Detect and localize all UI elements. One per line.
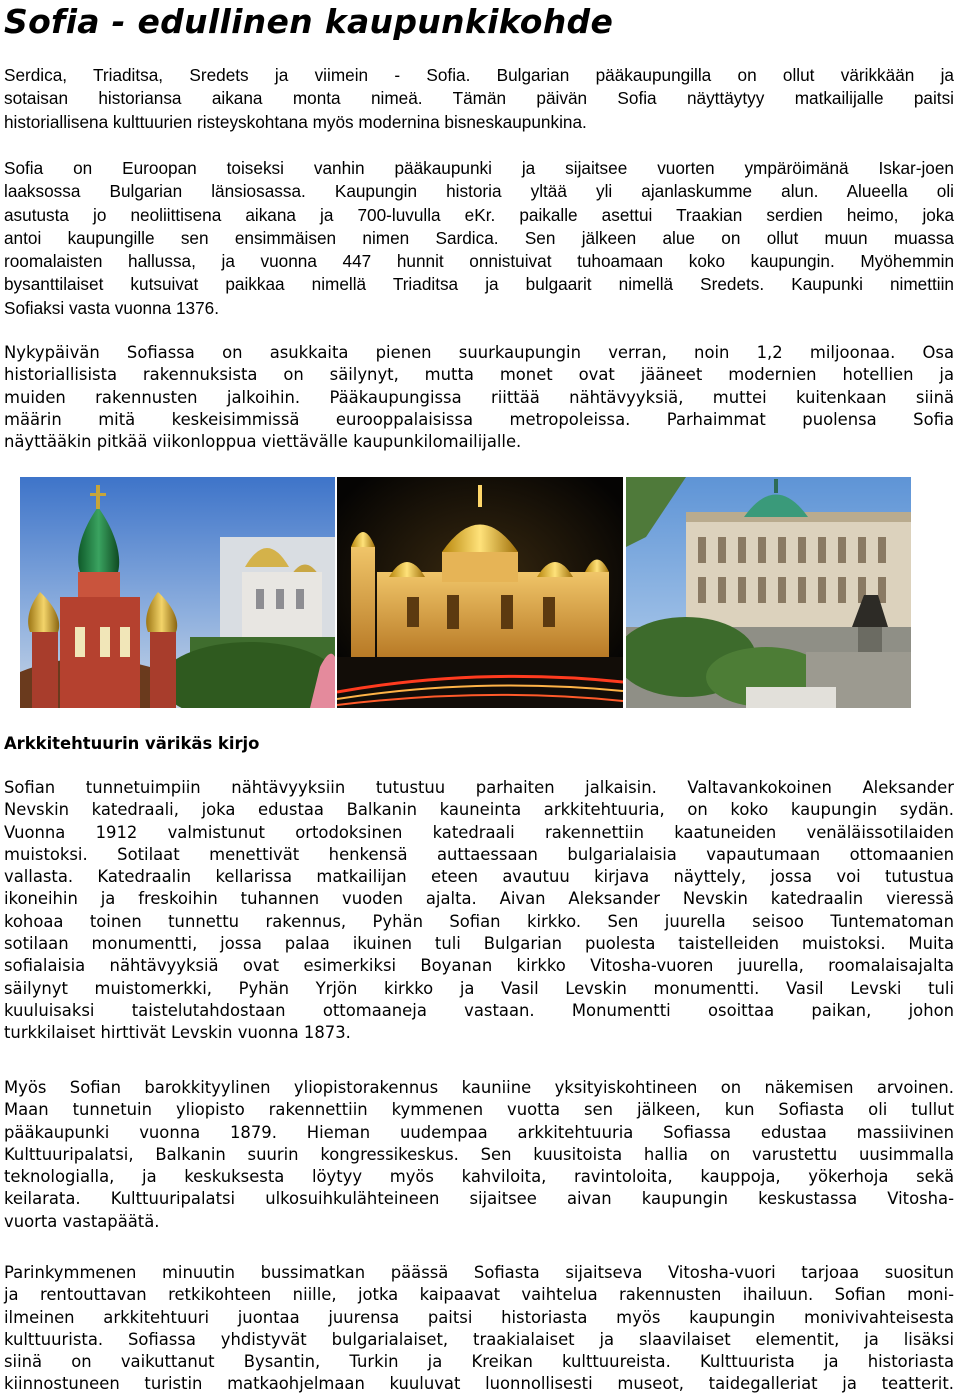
- text-line: laaksossa Bulgarian länsiosassa. Kaupungin historia yltää yli ajanlaskumme alun. Alueella oli: [4, 181, 954, 202]
- text-line: Serdica, Triaditsa, Sredets ja viimein - Sofia. Bulgarian pääkaupungilla on ollut värikkään ja: [4, 65, 954, 85]
- text-line: vuorta vastapäätä.: [4, 1211, 160, 1231]
- photo-cathedral-night: [337, 477, 623, 708]
- city-square-image: [626, 477, 911, 708]
- photo-city-square: [626, 477, 911, 708]
- text-line: kiinnostuneen turistin matkaohjelmaan kuuluvat luonnollisesti museot, taidegalleriat ja teatterit.: [4, 1374, 954, 1394]
- cathedral-night-image: [337, 477, 623, 708]
- page-title: Sofia - edullinen kaupunkikohde: [4, 2, 614, 41]
- text-line: kuuluisaksi taistelutahdostaan ottomaaneja vastaan. Monumentti osoittaa paikan, johon: [4, 1000, 954, 1020]
- text-line: ikoneihin ja freskoihin tuhannen vuoden ajalta. Aivan Aleksander Nevskin katedraalin vieressä: [4, 889, 954, 909]
- photo-onion-dome-church: [20, 477, 335, 708]
- vitosha-paragraph: [4, 1262, 954, 1396]
- text-line: Sofia on Euroopan toiseksi vanhin pääkaupunki ja sijaitsee vuorten ympäröimänä Iskar-joen: [4, 158, 954, 178]
- text-line: turkkilaiset hirttivät Levskin vuonna 1873.: [4, 1023, 351, 1043]
- text-line: sotilaan monumentti, jossa palaa ikuinen tuli Bulgarian puolesta taistelleiden muistoksi. Muita: [4, 934, 954, 954]
- text-line: määrin mitä keskeisimmissä eurooppalaisissa metropoleissa. Parhaimmat puolensa Sofia: [4, 409, 954, 429]
- text-line: keilarata. Kulttuuripalatsi ulkosuihkulähteineen sijaitsee aivan kaupungin keskustassa Vitosha-: [4, 1189, 954, 1209]
- text-line: asutusta jo neoliittisena aikana ja 700-luvulla eKr. paikalle asettui Traakian serdien heimo, joka: [4, 204, 954, 225]
- text-line: historiallisista rakennuksista on säilynyt, mutta monet ovat jääneet modernien hotellien ja: [4, 365, 954, 385]
- church-domes-image: [20, 477, 335, 708]
- history-paragraph: [4, 157, 954, 320]
- text-line: Maan tunnetuin yliopisto rakennettiin kymmenen vuotta sen jälkeen, kun Sofiasta oli tullut: [4, 1100, 954, 1120]
- text-line: ilmeinen arkkitehtuuri juontaa juurensa paitsi historiasta myös kaupungin monivivahteisesta: [4, 1307, 954, 1327]
- text-line: pääkaupunki vuonna 1879. Hieman uudempaa arkkitehtuuria Sofiassa edustaa massiivinen: [4, 1122, 954, 1142]
- text-line: sotaisan historiansa aikana monta nimeä. Tämän päivän Sofia näyttäytyy matkailijalle paitsi: [4, 88, 954, 109]
- text-line: ja rentouttavan retkikohteen niille, jotka kaipaavat vaihtelua rakennusten ihailuun. Sofian moni-: [4, 1285, 954, 1305]
- text-line: Sofiaksi vasta vuonna 1376.: [4, 297, 219, 318]
- text-line: historiallisena kulttuurien risteyskohtana myös modernina bisneskaupunkina.: [4, 111, 587, 132]
- text-line: kulttuurista. Sofiassa yhdistyvät bulgarialaiset, traakialaiset ja slaavilaiset elementit, ja lisäksi: [4, 1329, 954, 1349]
- text-line: Myös Sofian barokkityylinen yliopistorakennus kauniine yksityiskohtineen on näkemisen arvoinen.: [4, 1078, 954, 1097]
- section-heading: Arkkitehtuurin värikäs kirjo: [4, 734, 260, 753]
- text-line: sofialaisia nähtävyyksiä ovat esimerkiksi Boyanan kirkko Vitosha-vuoren juurella, roomalaisajalta: [4, 956, 954, 976]
- text-line: teknologialla, ja keskuksesta löytyy myös kahviloita, ravintoloita, kauppoja, yökerhoja sekä: [4, 1167, 954, 1187]
- today-paragraph: [4, 342, 954, 453]
- baroque-paragraph: [4, 1077, 954, 1233]
- text-line: Nykypäivän Sofiassa on asukkaita pienen suurkaupungin verran, noin 1,2 miljoonaa. Osa: [4, 343, 954, 362]
- architecture-paragraph: [4, 777, 954, 1045]
- text-line: siinä on vaikuttanut Bysantin, Turkin ja Kreikan kulttuureista. Kulttuurista ja historiasta: [4, 1352, 954, 1372]
- text-line: Kulttuuripalatsi, Balkanin suurin kongressikeskus. Sen kuusitoista hallia on varustettu uusimmalla: [4, 1144, 954, 1164]
- text-line: Nevskin katedraali, joka edustaa Balkanin kauneinta arkkitehtuuria, on koko kaupungin sydän.: [4, 800, 954, 820]
- text-line: säilynyt muistomerkki, Pyhän Yrjön kirkko ja Vasil Levskin monumentti. Vasil Levski tuli: [4, 978, 954, 998]
- text-line: kohoaa toinen tunnettu rakennus, Pyhän Sofian kirkko. Sen juurella seisoo Tuntematoman: [4, 911, 954, 931]
- text-line: näyttääkin pitkää viikonloppua viettävälle kaupunkilomailijalle.: [4, 432, 522, 452]
- text-line: Vuonna 1912 valmistunut ortodoksinen katedraali rakennettiin kaatuneiden venäläissotilaiden: [4, 822, 954, 842]
- text-line: vallasta. Katedraalin kellarissa matkailijan eteen avautuu kirjava näyttely, jossa voi tutustua: [4, 867, 954, 887]
- text-line: muistoksi. Sotilaat menettivät henkensä auttaessaan bulgarialaisia vapautumaan ottomaanien: [4, 844, 954, 864]
- text-line: bysanttilaiset kutsuivat paikkaa nimellä Triaditsa ja bulgaarit nimellä Sredets. Kaupunki nimettiin: [4, 274, 954, 295]
- text-line: Parinkymmenen minuutin bussimatkan päässä Sofiasta sijaitseva Vitosha-vuori tarjoaa suositun: [4, 1263, 954, 1282]
- text-line: Sofian tunnetuimpiin nähtävyyksiin tutustuu parhaiten jalkaisin. Valtavankokoinen Aleksander: [4, 778, 954, 797]
- text-line: roomalaisten hallussa, ja vuonna 447 hunnit onnistuivat tuhoamaan koko kaupungin. Myöhemmin: [4, 251, 954, 272]
- text-line: muiden rakennusten jalkoihin. Pääkaupungissa riittää nähtävyyksiä, muttei kuitenkaan siinä: [4, 387, 954, 407]
- intro-paragraph: [4, 64, 954, 134]
- text-line: antoi kaupungille sen ensimmäisen nimen Sardica. Sen jälkeen alue on ollut muun muassa: [4, 227, 954, 248]
